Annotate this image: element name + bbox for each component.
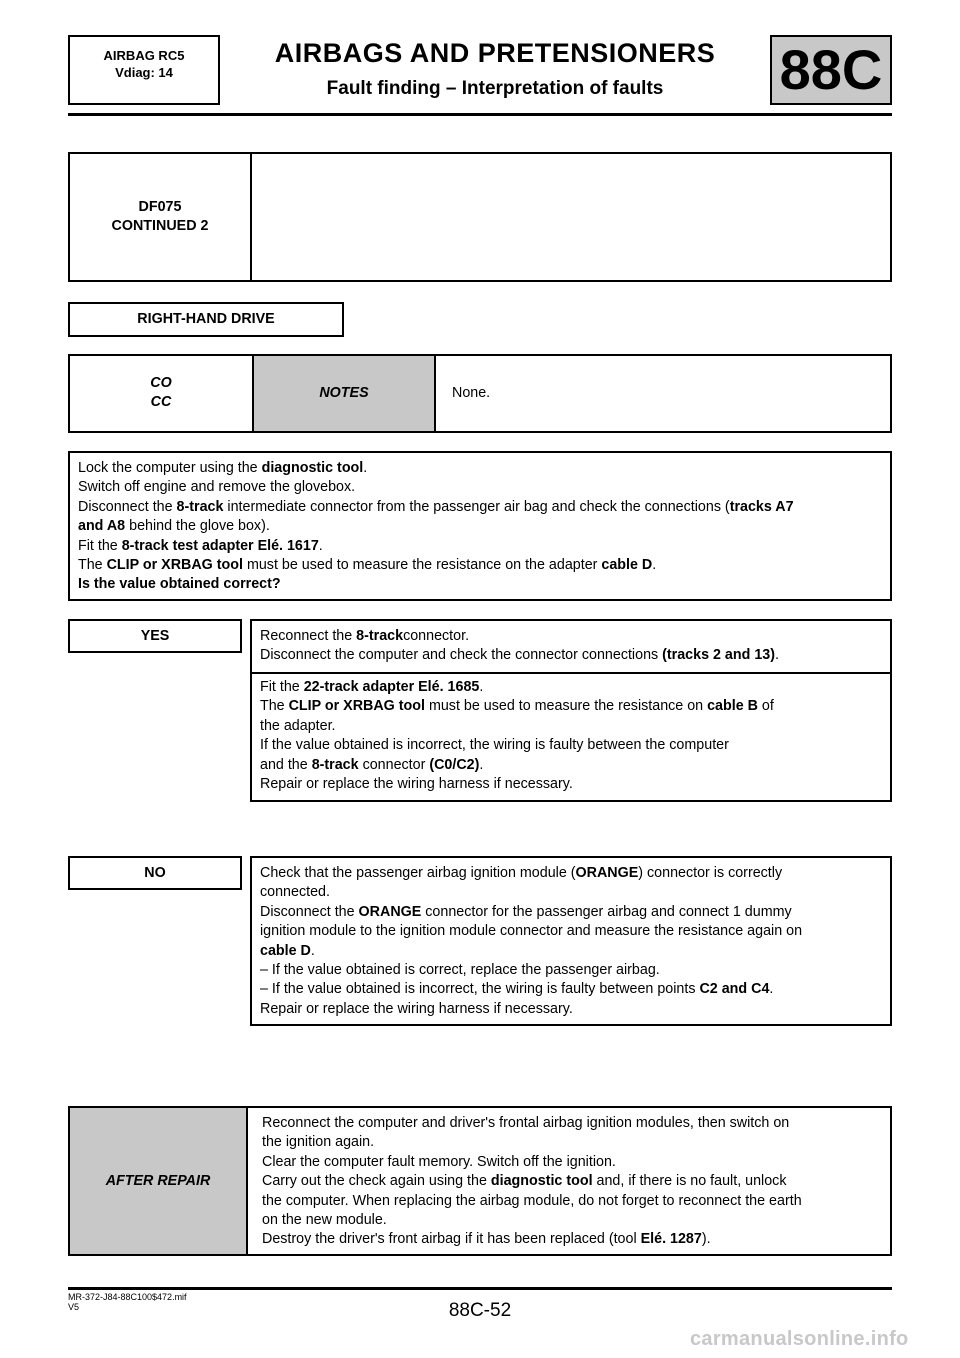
watermark: carmanualsonline.info bbox=[690, 1328, 909, 1350]
notes-label: NOTES bbox=[252, 356, 436, 431]
fault-id bbox=[70, 198, 250, 237]
fault-divider bbox=[250, 154, 252, 280]
page-subtitle: Fault finding – Interpretation of faults bbox=[326, 78, 664, 99]
header-rule bbox=[68, 113, 892, 116]
condition-cc: CC bbox=[150, 394, 172, 411]
vdiag-label: Vdiag: 14 bbox=[115, 65, 173, 80]
fault-code: DF075 bbox=[138, 199, 182, 215]
yes-label: YES bbox=[68, 619, 242, 653]
yes-divider bbox=[252, 672, 890, 674]
footer-ref bbox=[68, 1292, 187, 1312]
footer-file: MR-372-J84-88C100$472.mif bbox=[68, 1292, 187, 1302]
procedure-line: Switch off engine and remove the glovebox. bbox=[78, 479, 356, 496]
condition-codes bbox=[70, 374, 252, 413]
procedure-box bbox=[68, 451, 892, 601]
drive-label: RIGHT-HAND DRIVE bbox=[68, 302, 344, 337]
yes-step-2: Fit the 22-track adapter Elé. 1685. The CLIP or XRBAG tool must be used to measure the resistance on cable B of the adapter. If the value obtained is incorrect, the wiring is faulty between the computer and the 8-track connector (C0/C2). Repair or replace the wiring harness if necessary. bbox=[260, 679, 774, 793]
procedure-line: Lock the computer using the diagnostic tool. bbox=[78, 460, 368, 476]
no-label: NO bbox=[68, 856, 242, 890]
page-number: 88C-52 bbox=[448, 1300, 512, 1321]
no-box: Check that the passenger airbag ignition module (ORANGE) connector is correctly connected. Disconnect the ORANGE connector for the passenger airbag and connect 1 dummy ignition module to the ignition module connector and measure the resistance again on cable D. – If the value obtained is correct, replace the passenger airbag. – If the value obtained is incorrect, the wiring is faulty between points C2 and C4. Repair or replace the wiring harness if necessary. bbox=[250, 856, 892, 1026]
procedure-question: Is the value obtained correct? bbox=[78, 576, 281, 593]
yes-step-1: Reconnect the 8-trackconnector. Disconnect the computer and check the connector connections (tracks 2 and 13). bbox=[260, 628, 779, 664]
notes-row bbox=[68, 354, 892, 433]
procedure-line: Disconnect the 8-track intermediate connector from the passenger air bag and check the connections (tracks A7 bbox=[78, 498, 794, 515]
footer-version: V5 bbox=[68, 1302, 80, 1312]
after-repair-label: AFTER REPAIR bbox=[70, 1108, 248, 1254]
procedure-line: and A8 behind the glove box). bbox=[78, 518, 270, 535]
procedure-line: Fit the 8-track test adapter Elé. 1617. bbox=[78, 537, 323, 554]
footer-rule bbox=[68, 1287, 892, 1290]
page-title: AIRBAGS AND PRETENSIONERS bbox=[274, 38, 716, 68]
after-repair-box bbox=[68, 1106, 892, 1256]
yes-box bbox=[250, 619, 892, 802]
procedure-line: The CLIP or XRBAG tool must be used to measure the resistance on the adapter cable D. bbox=[78, 557, 657, 574]
condition-co: CO bbox=[150, 375, 172, 391]
section-code: 88C bbox=[770, 35, 892, 105]
after-repair-text: Reconnect the computer and driver's frontal airbag ignition modules, then switch on the ignition again. Clear the computer fault memory. Switch off the ignition. Carry out the check again using the diagnostic tool and, if there is no fault, unlock the computer. When replacing the airbag module, do not forget to reconnect the earth on the new module. Destroy the driver's front airbag if it has been replaced (tool Elé. 1287). bbox=[262, 1115, 802, 1248]
notes-value: None. bbox=[452, 385, 491, 401]
fault-continued: CONTINUED 2 bbox=[111, 218, 209, 235]
model-label: AIRBAG RC5 bbox=[103, 48, 185, 63]
model-box bbox=[68, 35, 220, 105]
fault-box bbox=[68, 152, 892, 282]
